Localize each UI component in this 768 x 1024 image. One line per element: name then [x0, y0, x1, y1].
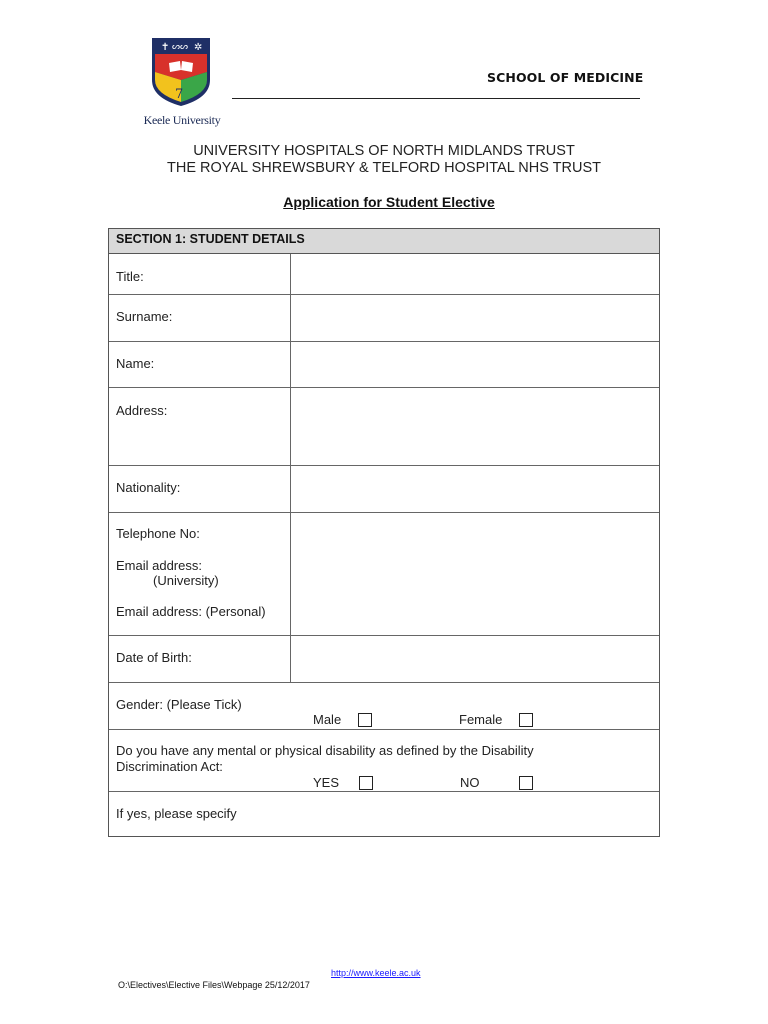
contact-field[interactable] — [291, 513, 659, 635]
telephone-label: Telephone No: — [116, 526, 200, 541]
specify-label: If yes, please specify — [116, 806, 237, 821]
trust-name-2: THE ROYAL SHREWSBURY & TELFORD HOSPITAL NHS TRUST — [166, 160, 601, 176]
svg-text:✝: ✝ — [161, 42, 170, 53]
email-personal-label: Email address: (Personal) — [116, 604, 266, 619]
footer-path: O:\Electives\Elective Files\Webpage 25/12/2017 — [118, 980, 310, 990]
university-name: Keele University — [143, 113, 221, 127]
female-label: Female — [459, 712, 503, 727]
address-label: Address: — [116, 403, 168, 418]
name-label: Name: — [116, 356, 155, 371]
nationality-label: Nationality: — [116, 480, 181, 495]
female-checkbox[interactable] — [519, 713, 533, 727]
disability-question-cont: Discrimination Act: — [116, 759, 223, 774]
nationality-field[interactable] — [291, 466, 659, 512]
svg-text:ᔕᔕ: ᔕᔕ — [172, 42, 189, 52]
dob-label: Date of Birth: — [116, 650, 192, 665]
name-field[interactable] — [291, 342, 659, 387]
address-field[interactable] — [291, 388, 659, 465]
no-checkbox[interactable] — [519, 776, 533, 790]
surname-label: Surname: — [116, 309, 173, 324]
specify-field[interactable] — [289, 792, 659, 836]
no-label: NO — [460, 775, 480, 790]
male-checkbox[interactable] — [358, 713, 372, 727]
form-title: Application for Student Elective — [283, 194, 495, 210]
svg-text:7: 7 — [175, 87, 184, 102]
gender-label: Gender: (Please Tick) — [116, 697, 242, 712]
dob-field[interactable] — [291, 636, 659, 682]
row-divider — [109, 682, 659, 683]
yes-label: YES — [313, 775, 340, 790]
footer-link[interactable]: http://www.keele.ac.uk — [331, 968, 421, 978]
keele-crest-logo — [150, 36, 212, 108]
email-university-label: Email address: — [116, 558, 202, 573]
yes-checkbox[interactable] — [359, 776, 373, 790]
svg-text:✲: ✲ — [194, 42, 203, 53]
disability-question: Do you have any mental or physical disability as defined by the Disability — [116, 743, 534, 758]
surname-field[interactable] — [291, 295, 659, 341]
row-divider — [109, 729, 659, 730]
section-heading: SECTION 1: STUDENT DETAILS — [109, 229, 659, 254]
email-university-sublabel: (University) — [153, 573, 219, 588]
school-heading: SCHOOL OF MEDICINE — [487, 70, 644, 85]
male-label: Male — [313, 712, 342, 727]
title-field[interactable] — [291, 255, 659, 294]
header-divider — [232, 98, 640, 99]
trust-name-1: UNIVERSITY HOSPITALS OF NORTH MIDLANDS TRUST — [193, 143, 575, 159]
student-details-table — [108, 228, 660, 837]
title-label: Title: — [116, 269, 144, 284]
